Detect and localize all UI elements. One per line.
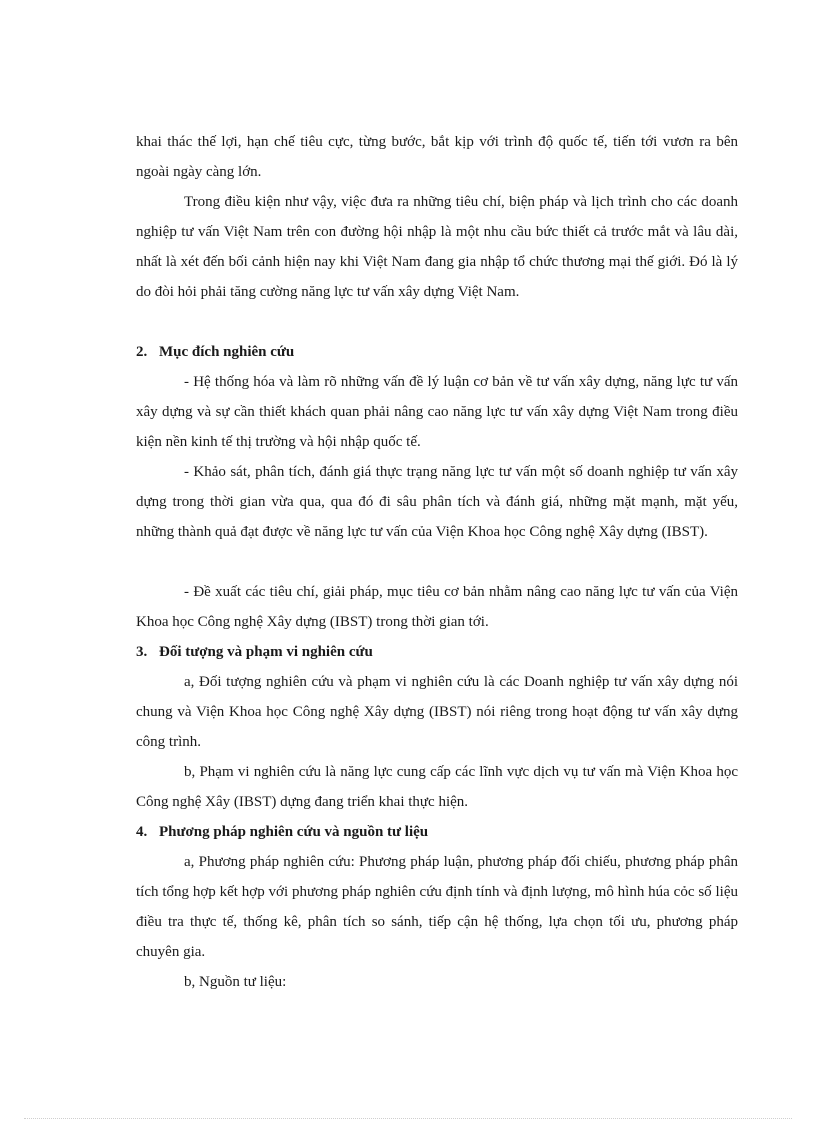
paragraph-scope-b <box>136 757 738 817</box>
section-title: Đối tượng và phạm vi nghiên cứu <box>159 644 373 660</box>
section-title: Phương pháp nghiên cứu và nguồn tư liệu <box>159 824 429 840</box>
paragraph-text: - Đề xuất các tiêu chí, giải pháp, mục tiêu cơ bản nhằm nâng cao năng lực tư vấn của Viện Khoa học Công nghệ Xây dựng (IBST) trong thời gian tới. <box>136 584 738 630</box>
paragraph-text: - Khảo sát, phân tích, đánh giá thực trạng năng lực tư vấn một số doanh nghiệp tư vấn xây dựng trong thời gian vừa qua, qua đó đi sâu phân tích và đánh giá, những mặt mạnh, mặt yếu, những thành quả đạt được về năng lực tư vấn của Viện Khoa học Công nghệ Xây dựng (IBST). <box>136 464 738 540</box>
paragraph-text: b, Nguồn tư liệu: <box>184 974 287 990</box>
paragraph-sources <box>136 967 738 997</box>
section-heading-4 <box>136 817 738 847</box>
paragraph-scope-a <box>136 667 738 757</box>
paragraph-objective-2 <box>136 457 738 547</box>
section-heading-2 <box>136 337 738 367</box>
paragraph-text: khai thác thế lợi, hạn chế tiêu cực, từng bước, bắt kịp với trình độ quốc tế, tiến tới vươn ra bên ngoài ngày càng lớn. <box>136 134 738 180</box>
paragraph-objective-1 <box>136 367 738 457</box>
paragraph-text: a, Phương pháp nghiên cứu: Phương pháp luận, phương pháp đối chiếu, phương pháp phân tích tổng hợp kết hợp với phương pháp nghiên cứu định tính và định lượng, mô hình húa cỏc số liệu điều tra thực tế, thống kê, phân tích so sánh, tiếp cận hệ thống, lựa chọn tối ưu, phương pháp chuyên gia. <box>136 854 738 960</box>
paragraph-objective-3 <box>136 577 738 637</box>
section-heading-3 <box>136 637 738 667</box>
section-number: 4. <box>136 824 148 840</box>
paragraph-text: - Hệ thống hóa và làm rõ những vấn đề lý luận cơ bản về tư vấn xây dựng, năng lực tư vấn xây dựng và sự cần thiết khách quan phải nâng cao năng lực tư vấn xây dựng Việt Nam trong điều kiện nền kinh tế thị trường và hội nhập quốc tế. <box>136 374 738 450</box>
paragraph-text: a, Đối tượng nghiên cứu và phạm vi nghiên cứu là các Doanh nghiệp tư vấn xây dựng nói chung và Viện Khoa học Công nghệ Xây dựng (IBST) nói riêng trong hoạt động tư vấn xây dựng công trình. <box>136 674 738 750</box>
paragraph-methods <box>136 847 738 967</box>
section-number: 2. <box>136 344 148 360</box>
section-number: 3. <box>136 644 148 660</box>
paragraph-text: b, Phạm vi nghiên cứu là năng lực cung cấp các lĩnh vực dịch vụ tư vấn mà Viện Khoa học Công nghệ Xây (IBST) dựng đang triển khai thực hiện. <box>136 764 738 810</box>
section-title: Mục đích nghiên cứu <box>159 344 295 360</box>
page-bottom-divider <box>24 1118 792 1119</box>
paragraph-text: Trong điều kiện như vậy, việc đưa ra những tiêu chí, biện pháp và lịch trình cho các doanh nghiệp tư vấn Việt Nam trên con đường hội nhập là một nhu cầu bức thiết cả trước mắt và lâu dài, nhất là xét đến bối cảnh hiện nay khi Việt Nam đang gia nhập tổ chức thương mại thế giới. Đó là lý do đòi hỏi phải tăng cường năng lực tư vấn xây dựng Việt Nam. <box>136 194 738 300</box>
paragraph-context <box>136 187 738 307</box>
paragraph-continuation <box>136 127 738 187</box>
